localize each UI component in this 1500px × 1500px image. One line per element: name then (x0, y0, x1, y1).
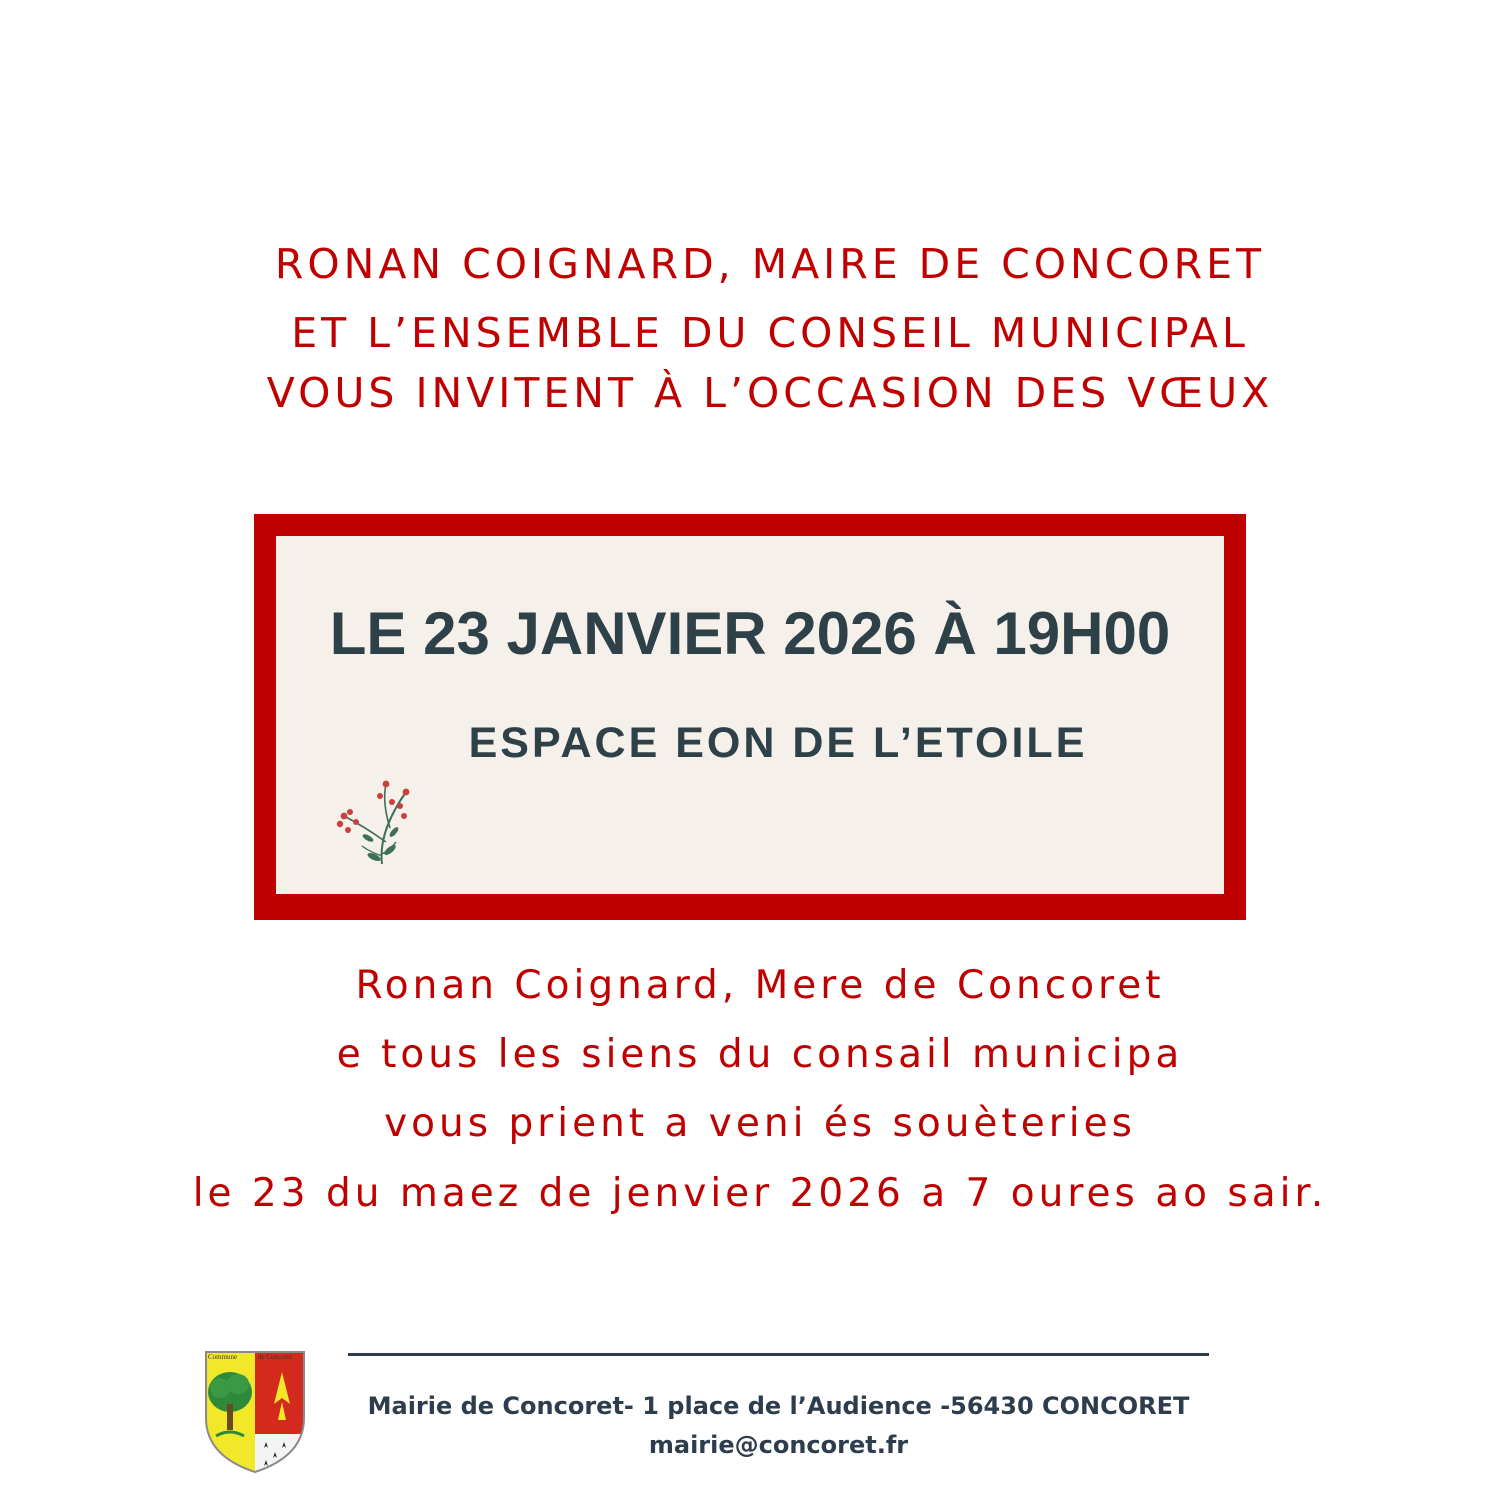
crest-text-right: de Concoret (258, 1353, 293, 1361)
intro-line-3: VOUS INVITENT À L’OCCASION DES VŒUX (266, 369, 1274, 417)
crest-text-left: Commune (208, 1353, 238, 1361)
gallo-line-4: le 23 du maez de jenvier 2026 a 7 oures ao sair. (192, 1171, 1328, 1216)
gallo-line-1: Ronan Coignard, Mere de Concoret (355, 963, 1165, 1008)
municipal-crest-icon (200, 1348, 310, 1476)
event-box (276, 536, 1224, 894)
event-venue: ESPACE EON DE L’ETOILE (468, 719, 1088, 767)
berry-sprig-icon (320, 772, 410, 872)
footer-email: mairie@concoret.fr (648, 1431, 909, 1459)
footer-address: Mairie de Concoret- 1 place de l’Audience -56430 CONCORET (367, 1392, 1190, 1420)
footer-divider (348, 1353, 1209, 1356)
gallo-line-3: vous prient a veni és souèteries (384, 1101, 1136, 1146)
intro-line-2: ET L’ENSEMBLE DU CONSEIL MUNICIPAL (291, 309, 1249, 357)
event-date-time: LE 23 JANVIER 2026 À 19H00 (329, 600, 1171, 667)
intro-line-1: RONAN COIGNARD, MAIRE DE CONCORET (274, 240, 1266, 288)
event-frame (254, 514, 1246, 920)
gallo-line-2: e tous les siens du consail municipa (336, 1032, 1184, 1077)
